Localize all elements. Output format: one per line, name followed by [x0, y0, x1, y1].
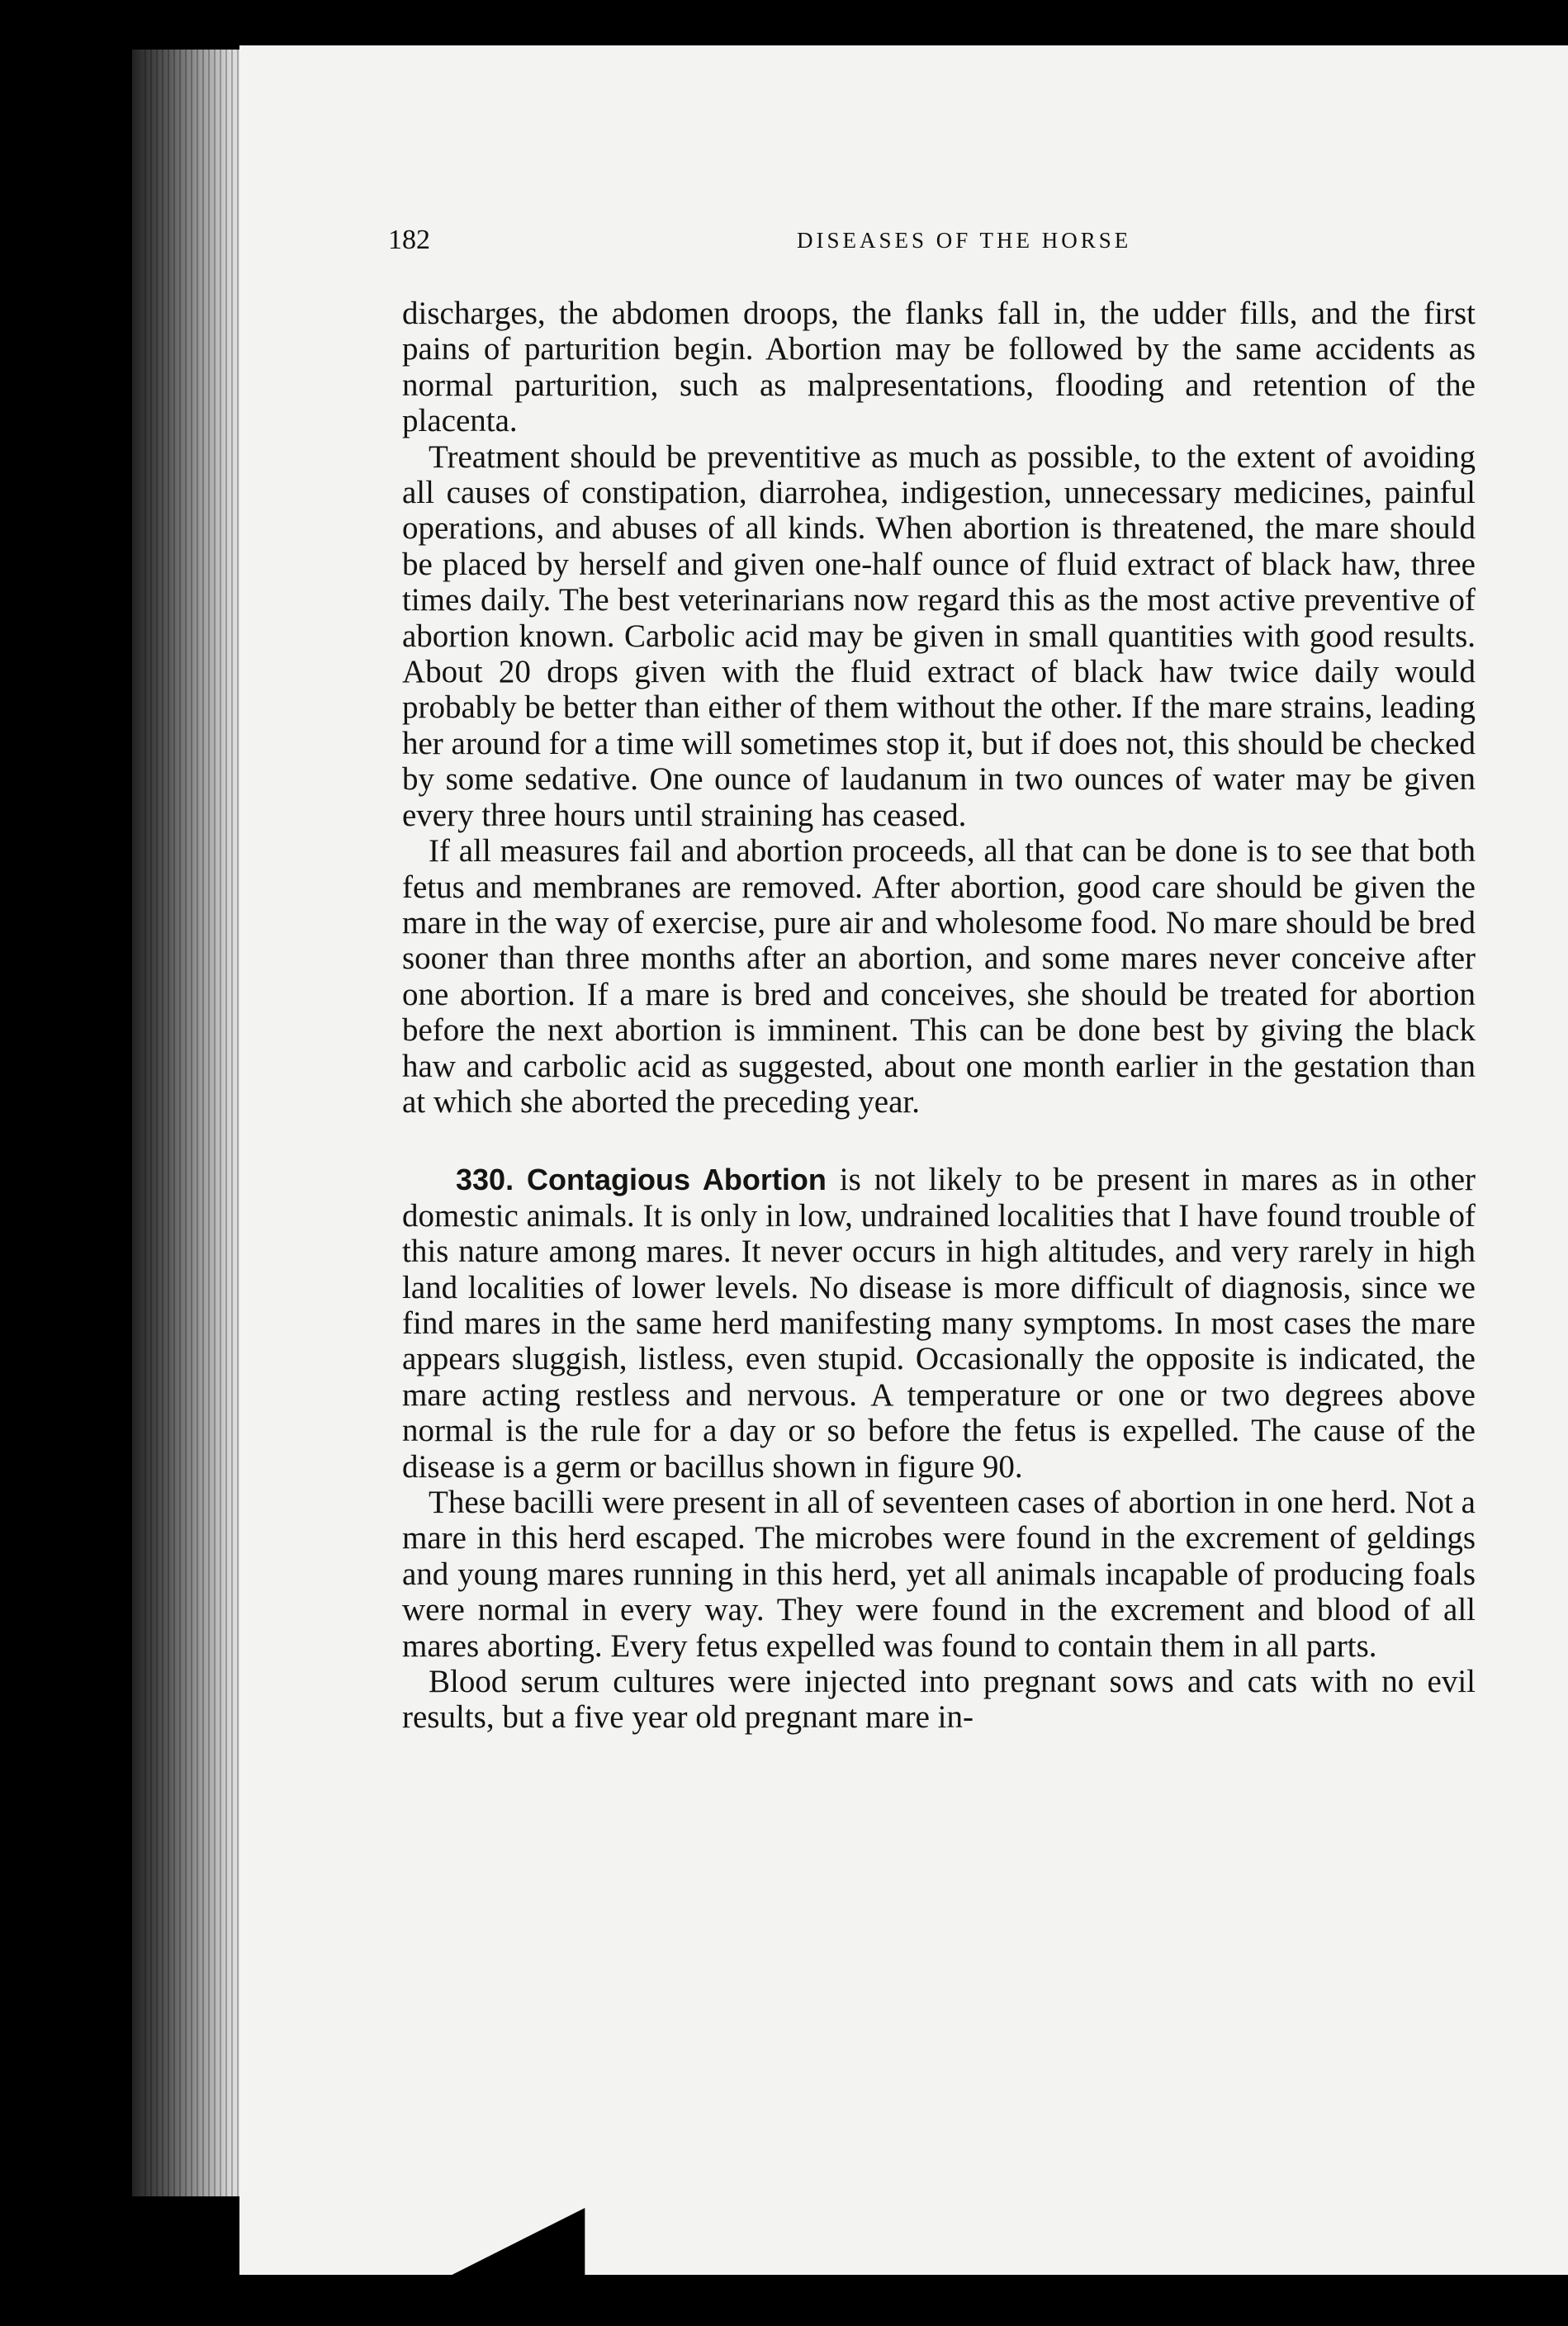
section-title: Contagious Abortion [527, 1163, 827, 1197]
running-title: DISEASES OF THE HORSE [797, 228, 1132, 253]
section-text: is not likely to be present in mares as in other domestic animals. It is only in low, undrained localities that I have found trouble of this nature among mares. It never occurs in high altitudes, and very rarely in high land localities of lower levels. No disease is more difficult of diagnosis, since we find mares in the same herd manifesting many symptoms. In most cases the mare appears sluggish, listless, even stupid. Occasionally the opposite is indicated, the mare acting restless and nervous. A temperature or one or two degrees above normal is the rule for a day or so before the fetus is expelled. The cause of the disease is a germ or bacillus shown in figure 90. [402, 1162, 1476, 1485]
paragraph-1: discharges, the abdomen droops, the flanks fall in, the udder fills, and the first pains of parturition begin. Abortion may be followed by the same accidents as normal parturition, such as malpresentations, flooding and retention of the placenta. [402, 296, 1476, 439]
page-header [388, 225, 1214, 266]
paragraph-measures: If all measures fail and abortion proceeds, all that can be done is to see that both fetus and membranes are removed. After abortion, good care should be given the mare in the way of exercise, pure air and wholesome food. No mare should be bred sooner than three months after an abortion, and some mares never conceive after one abortion. If a mare is bred and conceives, she should be treated for abortion before the next abortion is imminent. This can be done best by giving the black haw and carbolic acid as suggested, about one month earlier in the gestation than at which she aborted the preceding year. [402, 833, 1476, 1120]
paragraph-treatment: Treatment should be preventitive as much as possible, to the extent of avoiding all causes of constipation, diarrohea, indigestion, unnecessary medicines, painful operations, and abuses of all kinds. When abortion is threatened, the mare should be placed by herself and given one-half ounce of fluid extract of black haw, three times daily. The best veterinarians now regard this as the most active preventive of abortion known. Carbolic acid may be given in small quantities with good results. About 20 drops given with the fluid extract of black haw twice daily would probably be better than either of them without the other. If the mare strains, leading her around for a time will sometimes stop it, but if does not, this should be checked by some sedative. One ounce of laudanum in two ounces of water may be given every three hours until straining has ceased. [402, 438, 1476, 833]
section-330 [402, 1162, 1476, 1485]
page-edge-lines [144, 50, 252, 2196]
section-number: 330. [456, 1163, 514, 1197]
page-body [402, 296, 1476, 1736]
paragraph-bacilli: These bacilli were present in all of seventeen cases of abortion in one herd. Not a mare in this herd escaped. The microbes were found in the excrement of geldings and young mares running in this herd, yet all animals incapable of producing foals were normal in every way. They were found in the excrement and blood of all mares aborting. Every fetus expelled was found to contain them in all parts. [402, 1485, 1476, 1664]
paragraph-serum: Blood serum cultures were injected into pregnant sows and cats with no evil results, but a five year old pregnant mare in- [402, 1664, 1476, 1736]
page-number: 182 [388, 225, 430, 255]
